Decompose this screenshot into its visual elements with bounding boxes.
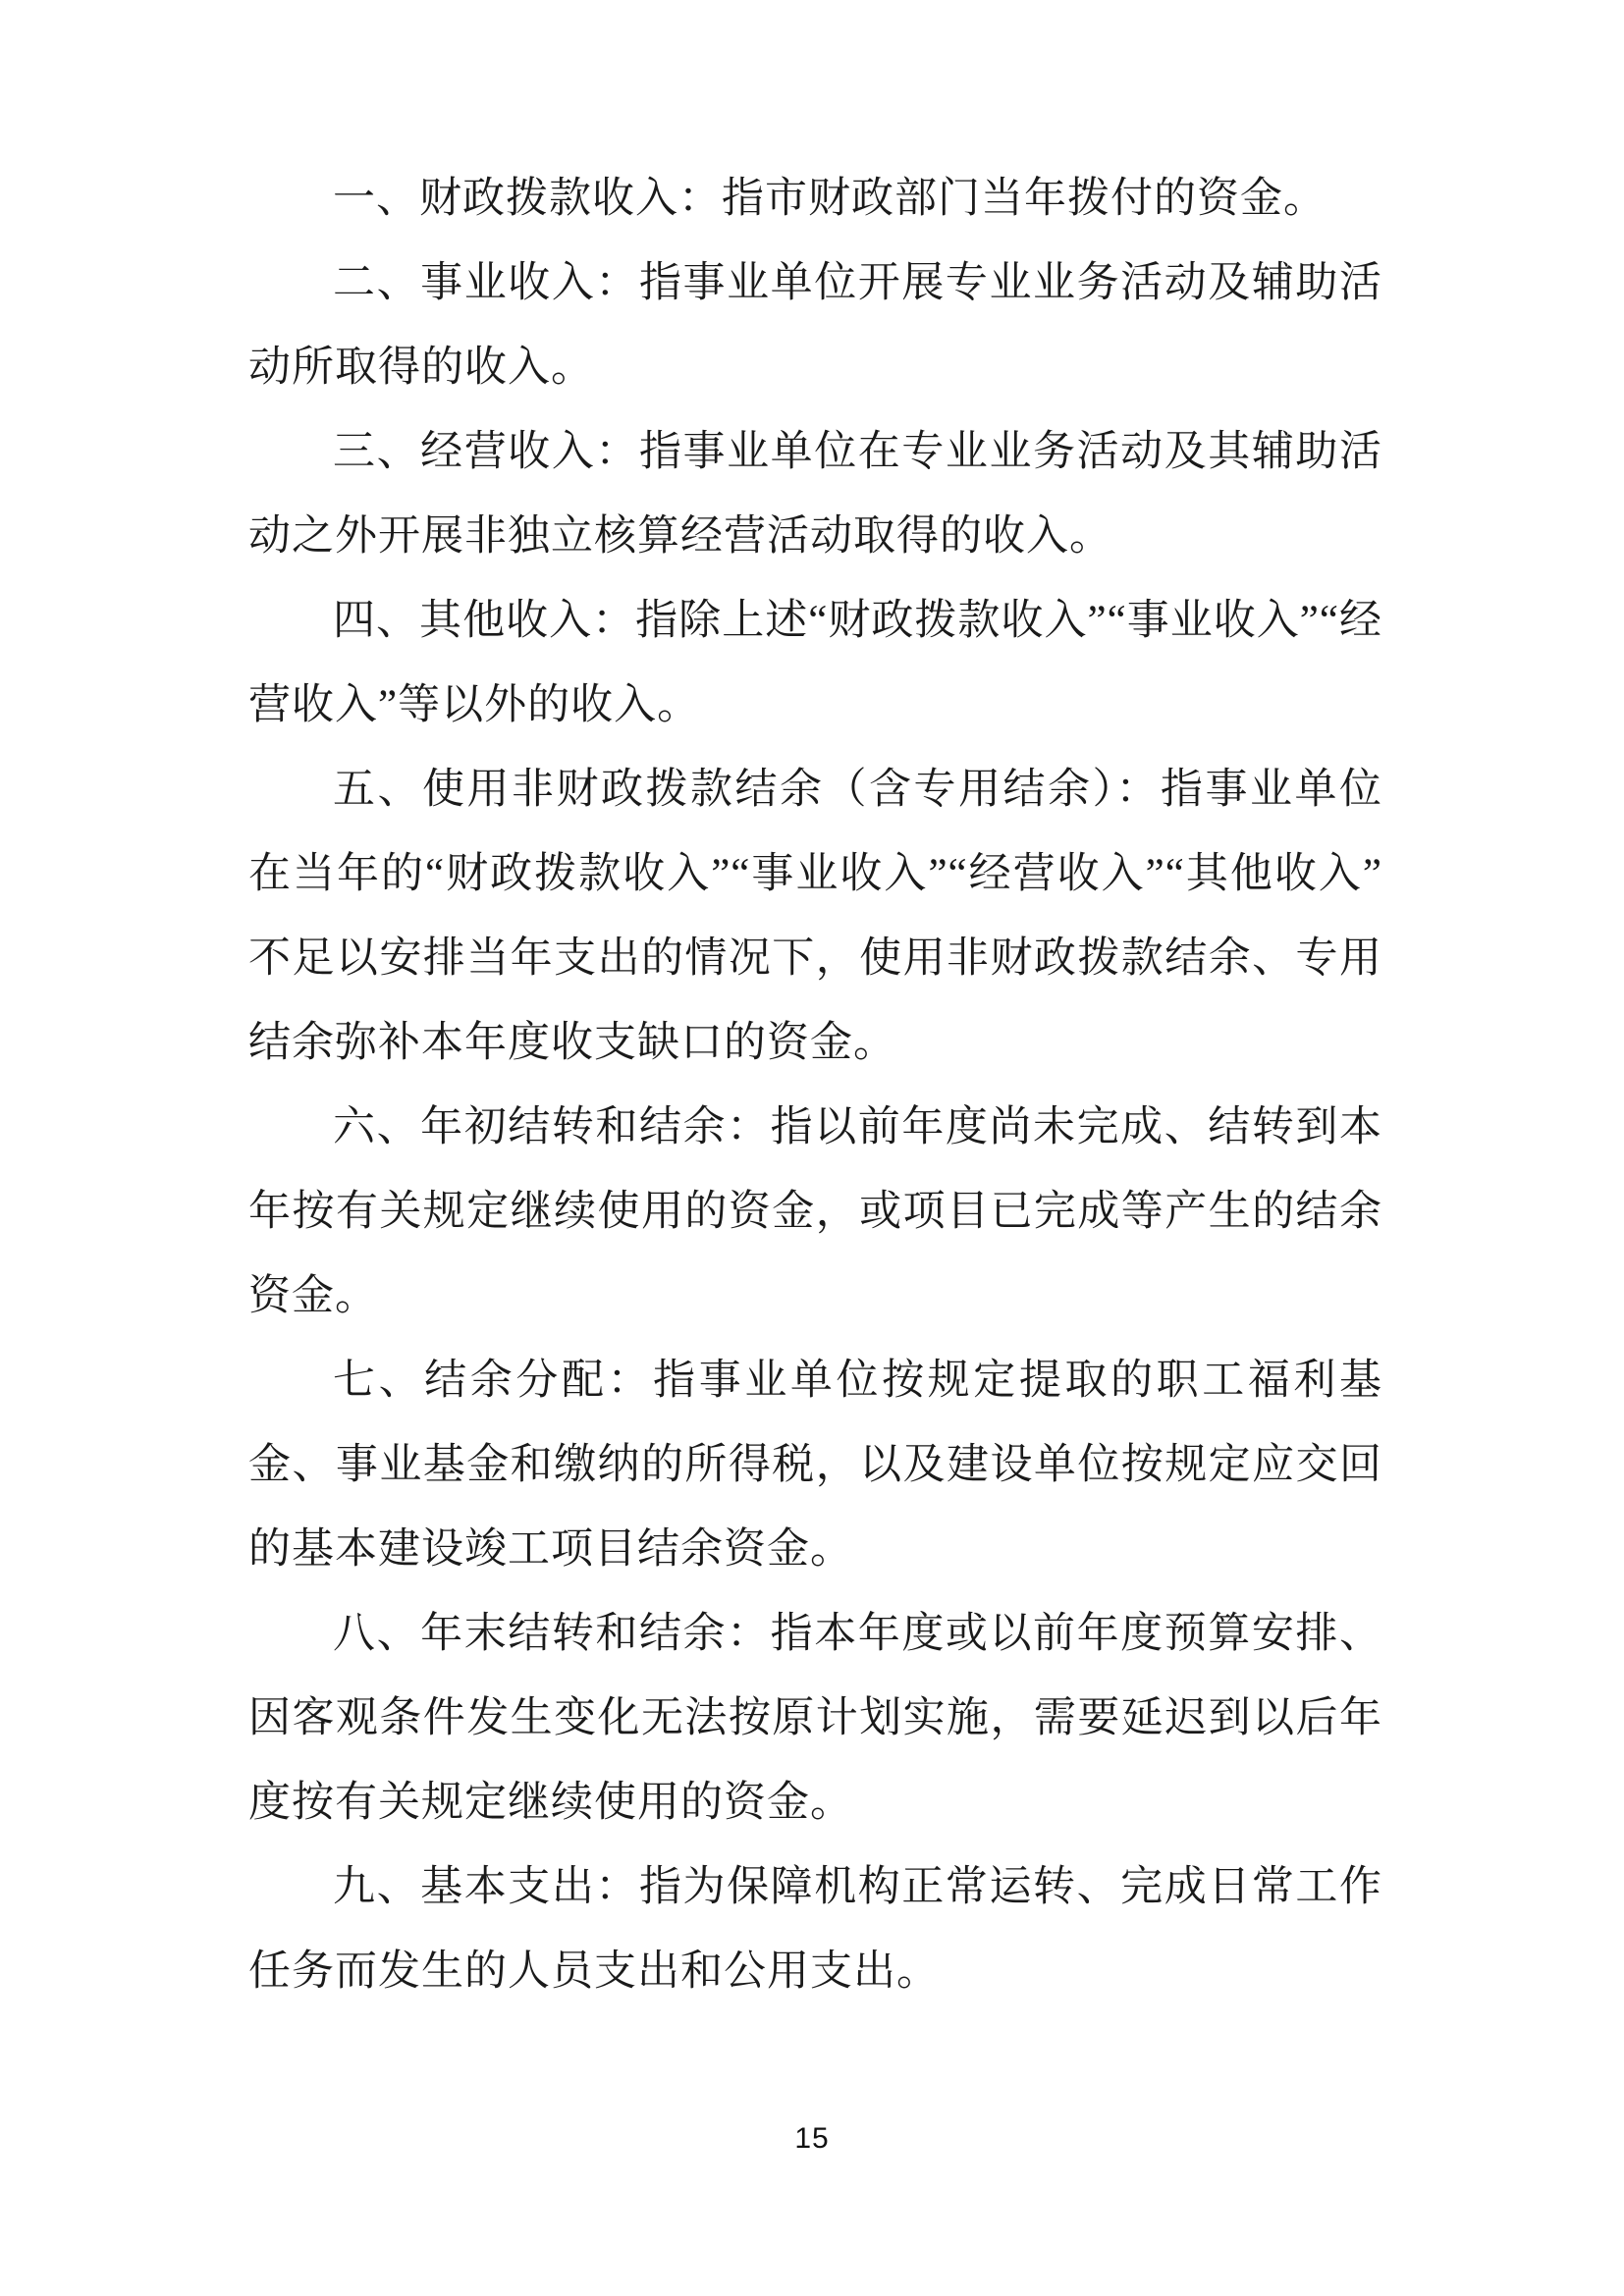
paragraph-8-year-end-carryover: 八、年末结转和结余：指本年度或以前年度预算安排、因客观条件发生变化无法按原计划实施，需要延迟到以后年度按有关规定继续使用的资金。 xyxy=(248,1611,1382,1826)
paragraph-4-other-income: 四、其他收入：指除上述“财政拨款收入”“事业收入”“经营收入”等以外的收入。 xyxy=(248,598,1382,728)
paragraph-9-basic-expenditure: 九、基本支出：指为保障机构正常运转、完成日常工作任务而发生的人员支出和公用支出。 xyxy=(248,1864,1382,1995)
paragraph-5-non-fiscal-surplus-usage: 五、使用非财政拨款结余（含专用结余）：指事业单位在当年的“财政拨款收入”“事业收入”“经营收入”“其他收入”不足以安排当年支出的情况下，使用非财政拨款结余、专用结余弥补本年度收支缺口的资金。 xyxy=(248,767,1382,1066)
paragraph-1-fiscal-appropriation-income: 一、财政拨款收入：指市财政部门当年拨付的资金。 xyxy=(333,176,1326,222)
paragraph-3-business-income: 三、经营收入：指事业单位在专业业务活动及其辅助活动之外开展非独立核算经营活动取得的收入。 xyxy=(248,429,1382,560)
paragraph-7-surplus-distribution: 七、结余分配：指事业单位按规定提取的职工福利基金、事业基金和缴纳的所得税，以及建设单位按规定应交回的基本建设竣工项目结余资金。 xyxy=(248,1358,1382,1573)
document-body xyxy=(248,157,1382,2014)
page-number: 15 xyxy=(794,2122,830,2155)
paragraph-2-operating-unit-income: 二、事业收入：指事业单位开展专业业务活动及辅助活动所取得的收入。 xyxy=(248,260,1382,391)
paragraph-6-beginning-year-carryover: 六、年初结转和结余：指以前年度尚未完成、结转到本年按有关规定继续使用的资金，或项目已完成等产生的结余资金。 xyxy=(248,1104,1382,1319)
